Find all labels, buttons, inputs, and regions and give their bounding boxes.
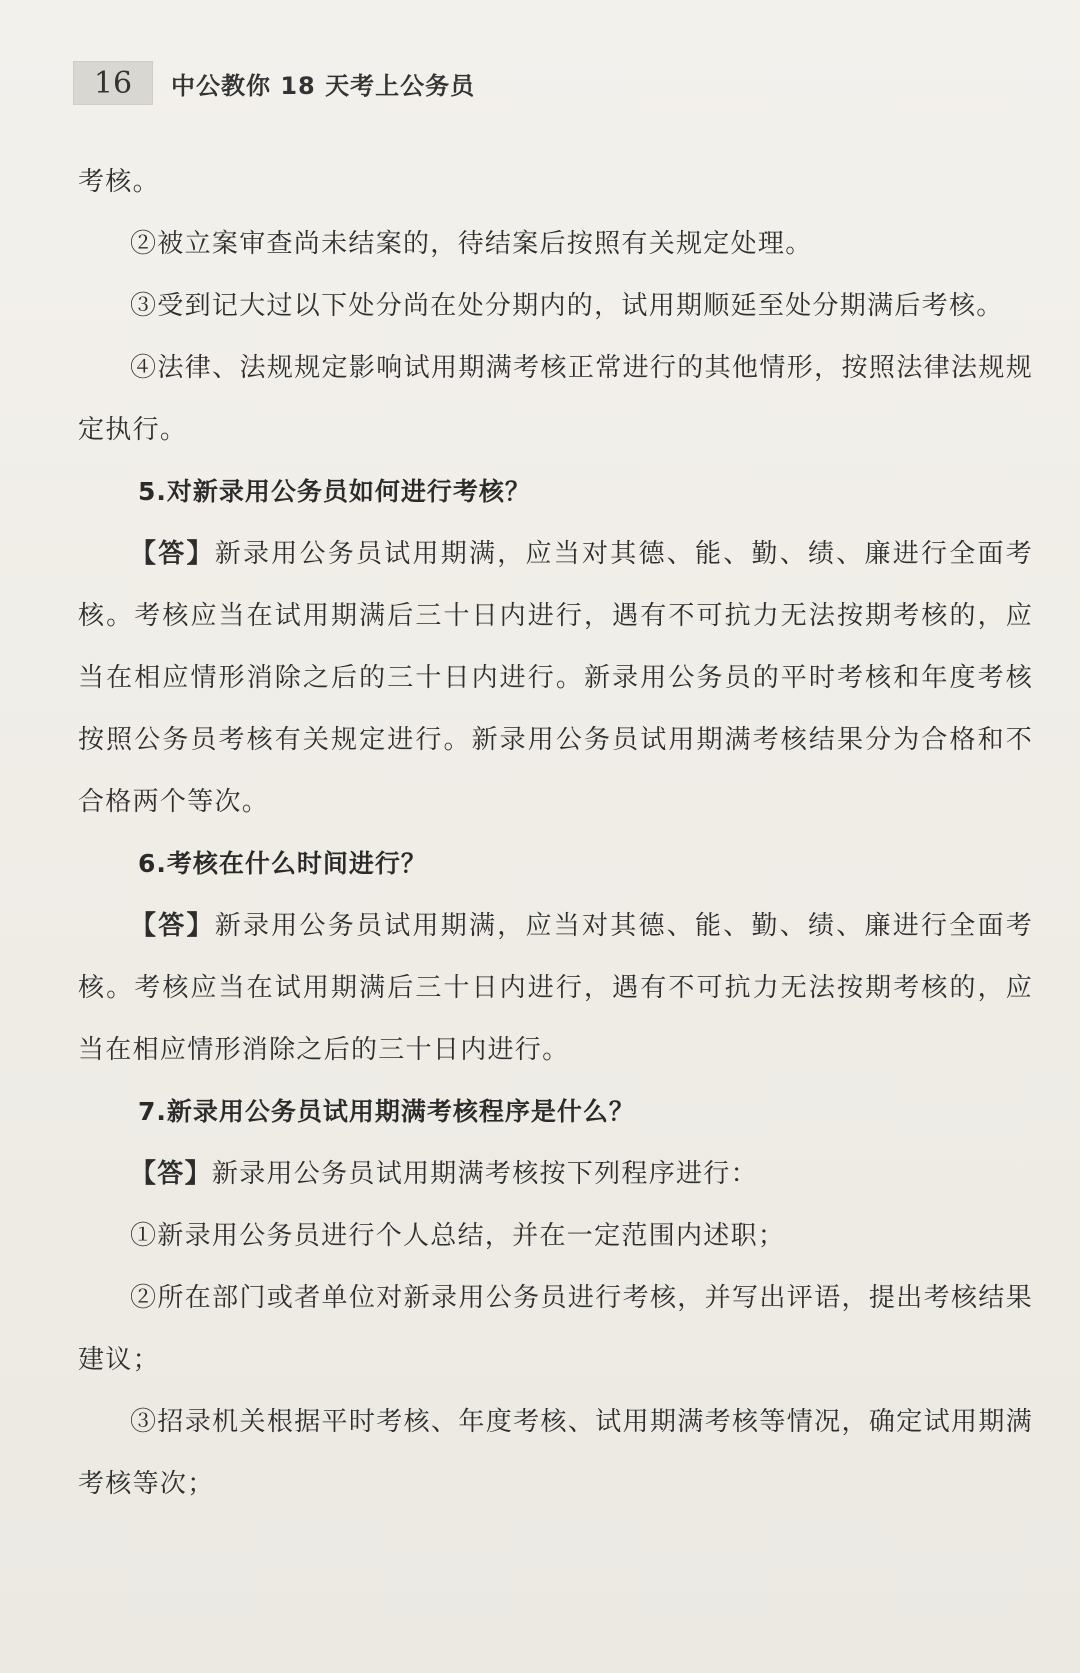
answer-tag: 【答】 (130, 911, 215, 941)
answer-tag: 【答】 (130, 1159, 212, 1189)
paragraph-continuation: 考核。 (78, 167, 160, 197)
answer-7 (78, 1143, 1033, 1205)
answer-tag: 【答】 (130, 539, 215, 569)
page-number: 16 (73, 61, 153, 105)
answer-5-text: 新录用公务员试用期满，应当对其德、能、勤、绩、廉进行全面考核。考核应当在试用期满后三十日内进行，遇有不可抗力无法按期考核的，应当在相应情形消除之后的三十日内进行。新录用公务员的平时考核和年度考核按照公务员考核有关规定进行。新录用公务员试用期满考核结果分为合格和不合格两个等次。 (78, 539, 1033, 817)
list-item-3: ③受到记大过以下处分尚在处分期内的，试用期顺延至处分期满后考核。 (130, 291, 1004, 321)
question-6-heading: 6.考核在什么时间进行？ (138, 849, 427, 878)
procedure-step-1: ①新录用公务员进行个人总结，并在一定范围内述职； (130, 1221, 786, 1251)
question-5-heading: 5.对新录用公务员如何进行考核？ (138, 477, 531, 506)
page-header (73, 58, 475, 108)
procedure-step-3: ③招录机关根据平时考核、年度考核、试用期满考核等情况，确定试用期满考核等次； (78, 1407, 1033, 1499)
answer-7-text: 新录用公务员试用期满考核按下列程序进行： (211, 1159, 758, 1189)
question-7-heading: 7.新录用公务员试用期满考核程序是什么？ (138, 1097, 635, 1126)
page-body (78, 151, 1033, 1515)
list-item-4: ④法律、法规规定影响试用期满考核正常进行的其他情形，按照法律法规规定执行。 (78, 353, 1033, 445)
answer-5 (78, 523, 1033, 833)
list-item-2: ②被立案审查尚未结案的，待结案后按照有关规定处理。 (130, 229, 813, 259)
procedure-step-2: ②所在部门或者单位对新录用公务员进行考核，并写出评语，提出考核结果建议； (78, 1283, 1033, 1375)
answer-6 (78, 895, 1033, 1081)
answer-6-text: 新录用公务员试用期满，应当对其德、能、勤、绩、廉进行全面考核。考核应当在试用期满后三十日内进行，遇有不可抗力无法按期考核的，应当在相应情形消除之后的三十日内进行。 (78, 911, 1033, 1065)
running-title: 中公教你 18 天考上公务员 (171, 71, 476, 100)
